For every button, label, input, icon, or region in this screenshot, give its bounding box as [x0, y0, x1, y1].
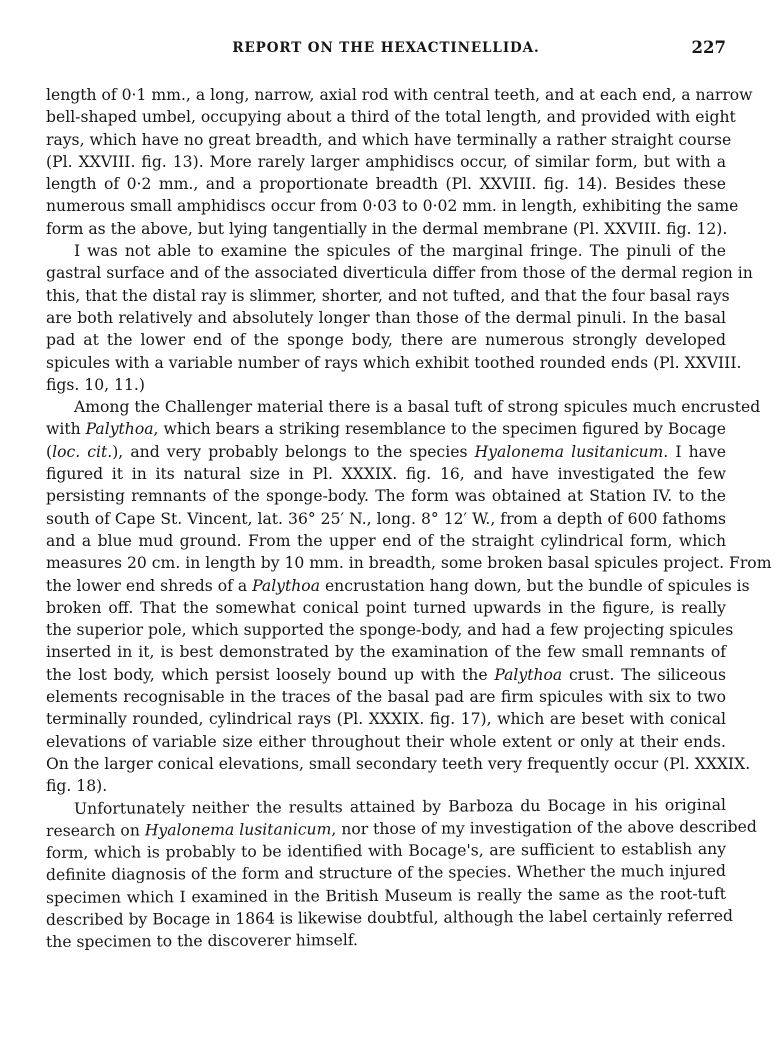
page-number: 227	[691, 38, 726, 57]
running-header	[46, 40, 726, 66]
body-text	[45, 84, 772, 954]
text-line: broken off. That the somewhat conical point turned upwards in the figure, is really	[46, 598, 726, 617]
text-line: form, which is probably to be identified with Bocage's, are sufficient to establish any	[45, 839, 727, 863]
text-line: the lost body, which persist loosely bound up with the Palythoa crust. The siliceous	[46, 665, 727, 684]
text-line: terminally rounded, cylindrical rays (Pl. XXXIX. fig. 17), which are beset with conical	[46, 710, 726, 729]
text-line: (Pl. XXVIII. fig. 13). More rarely larger amphidiscs occur, of similar form, but with a	[46, 152, 726, 171]
text-line: the superior pole, which supported the sponge-body, and had a few projecting spicules	[46, 621, 734, 640]
text-line: bell-shaped umbel, occupying about a third of the total length, and provided with eight	[46, 108, 736, 127]
running-title: REPORT ON THE HEXACTINELLIDA.	[232, 40, 540, 56]
text-line: figs. 10, 11.)	[46, 375, 145, 394]
italic-term: Palythoa	[252, 576, 320, 595]
text-line: elements recognisable in the traces of the basal pad are firm spicules with six to two	[46, 688, 726, 707]
text-line: specimen which I examined in the British Museum is really the same as the root-tuft	[45, 884, 727, 907]
text-line: persisting remnants of the sponge-body. The form was obtained at Station IV. to the	[46, 487, 726, 506]
paragraph	[46, 240, 753, 396]
paragraph	[46, 84, 753, 240]
paragraph	[46, 396, 772, 797]
text-line: the specimen to the discoverer himself.	[45, 931, 359, 952]
paragraph	[45, 795, 757, 954]
text-line: figured it in its natural size in Pl. XXXIX. fig. 16, and have investigated the few	[46, 465, 726, 484]
italic-term: Palythoa	[85, 420, 154, 439]
text-line: fig. 18).	[46, 777, 108, 796]
text-line: described by Bocage in 1864 is likewise doubtful, although the label certainly referred	[45, 906, 734, 929]
text-line: (loc. cit.), and very probably belongs to the species Hyalonema lusitanicum. I have	[46, 442, 726, 461]
text-line: pad at the lower end of the sponge body, there are numerous strongly developed	[46, 331, 726, 350]
text-line: length of 0·2 mm., and a proportionate breadth (Pl. XXVIII. fig. 14). Besides these	[46, 175, 726, 194]
text-line: spicules with a variable number of rays which exhibit toothed rounded ends (Pl. XXVIII.	[46, 353, 742, 372]
text-line: form as the above, but lying tangentially in the dermal membrane (Pl. XXVIII. fig. 12).	[46, 219, 728, 238]
italic-term: loc. cit.	[52, 442, 113, 461]
text-line: On the larger conical elevations, small secondary teeth very frequently occur (Pl. XXXIX.	[46, 754, 751, 773]
text-line: elevations of variable size either throughout their whole extent or only at their ends.	[46, 732, 726, 751]
text-line: gastral surface and of the associated diverticula differ from those of the dermal region in	[46, 264, 753, 283]
text-line: are both relatively and absolutely longer than those of the dermal pinuli. In the basal	[46, 308, 726, 327]
text-line: Among the Challenger material there is a basal tuft of strong spicules much encrusted	[74, 398, 761, 417]
text-line: inserted in it, is best demonstrated by the examination of the few small remnants of	[46, 643, 726, 662]
text-line: Unfortunately neither the results attained by Barboza du Bocage in his original	[73, 795, 727, 818]
text-line: measures 20 cm. in length by 10 mm. in breadth, some broken basal spicules project. From	[46, 554, 772, 573]
text-line: and a blue mud ground. From the upper end of the straight cylindrical form, which	[46, 531, 726, 550]
text-line: with Palythoa, which bears a striking resemblance to the specimen figured by Bocage	[46, 420, 726, 439]
italic-term: Hyalonema lusitanicum	[474, 442, 664, 461]
text-line: south of Cape St. Vincent, lat. 36° 25′ N., long. 8° 12′ W., from a depth of 600 fathoms	[46, 509, 726, 528]
text-line: this, that the distal ray is slimmer, shorter, and not tufted, and that the four basal rays	[46, 286, 730, 305]
text-line: definite diagnosis of the form and structure of the species. Whether the much injured	[45, 862, 727, 885]
text-line: the lower end shreds of a Palythoa encrustation hang down, but the bundle of spicules is	[46, 576, 750, 595]
text-line: length of 0·1 mm., a long, narrow, axial rod with central teeth, and at each end, a narrow	[46, 86, 753, 104]
text-line: rays, which have no great breadth, and which have terminally a rather straight course	[46, 130, 732, 149]
text-line: I was not able to examine the spicules of the marginal fringe. The pinuli of the	[74, 242, 726, 261]
italic-term: Hyalonema lusitanicum	[144, 820, 332, 840]
text-line: numerous small amphidiscs occur from 0·03 to 0·02 mm. in length, exhibiting the same	[46, 197, 739, 216]
text-line: research on Hyalonema lusitanicum, nor those of my investigation of the above described	[45, 817, 757, 840]
italic-term: Palythoa	[494, 665, 563, 684]
